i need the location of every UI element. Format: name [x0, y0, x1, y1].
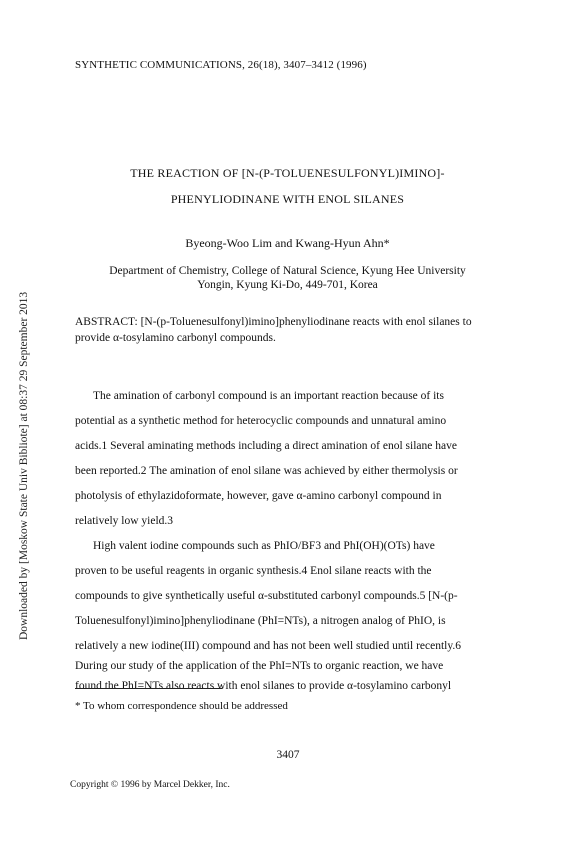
- affiliation-line-1: Department of Chemistry, College of Natural Science, Kyung Hee University: [109, 265, 466, 277]
- body-line: proven to be useful reagents in organic synthesis.4 Enol silane reacts with the: [75, 565, 432, 577]
- page-number: 3407: [276, 749, 300, 761]
- body-line: been reported.2 The amination of enol silane was achieved by either thermolysis or: [75, 465, 458, 477]
- footnote: * To whom correspondence should be addressed: [75, 700, 288, 712]
- body-line: photolysis of ethylazidoformate, however, gave α-amino carbonyl compound in: [75, 490, 442, 502]
- body-line: potential as a synthetic method for heterocyclic compounds and unnatural amino: [75, 415, 447, 427]
- footnote-divider: [75, 688, 222, 689]
- body-line: found the PhI=NTs also reacts with enol silanes to provide α-tosylamino carbonyl: [75, 680, 452, 692]
- body-line: During our study of the application of the PhI=NTs to organic reaction, we have: [75, 660, 444, 672]
- body-line: High valent iodine compounds such as PhIO/BF3 and PhI(OH)(OTs) have: [93, 540, 435, 552]
- body-line: relatively low yield.3: [75, 515, 174, 527]
- affiliation-line-2: Yongin, Kyung Ki-Do, 449-701, Korea: [197, 279, 378, 291]
- body-line: acids.1 Several aminating methods including a direct amination of enol silane have: [75, 440, 457, 452]
- body-line: Toluenesulfonyl)imino]phenyliodinane (PhI=NTs), a nitrogen analog of PhIO, is: [75, 615, 446, 627]
- abstract: ABSTRACT: [N-(p-Toluenesulfonyl)imino]phenyliodinane reacts with enol silanes to provide α-tosylamino carbonyl compounds.: [75, 316, 472, 344]
- article-title-line-2: PHENYLIODINANE WITH ENOL SILANES: [170, 192, 405, 206]
- body-line: compounds to give synthetically useful α-substituted carbonyl compounds.5 [N-(p-: [75, 590, 458, 602]
- download-stamp: Downloaded by [Moskow State Univ Bibliote] at 08:37 29 September 2013: [18, 291, 30, 640]
- article-title-line-1: THE REACTION OF [N-(P-TOLUENESULFONYL)IMINO]-: [130, 166, 445, 180]
- copyright-notice: Copyright © 1996 by Marcel Dekker, Inc.: [70, 780, 230, 790]
- journal-header: SYNTHETIC COMMUNICATIONS, 26(18), 3407–3412 (1996): [75, 59, 367, 71]
- body-line: The amination of carbonyl compound is an important reaction because of its: [93, 390, 444, 402]
- author-list: Byeong-Woo Lim and Kwang-Hyun Ahn*: [185, 236, 390, 250]
- body-line: relatively a new iodine(III) compound and has not been well studied until recently.6: [75, 640, 461, 652]
